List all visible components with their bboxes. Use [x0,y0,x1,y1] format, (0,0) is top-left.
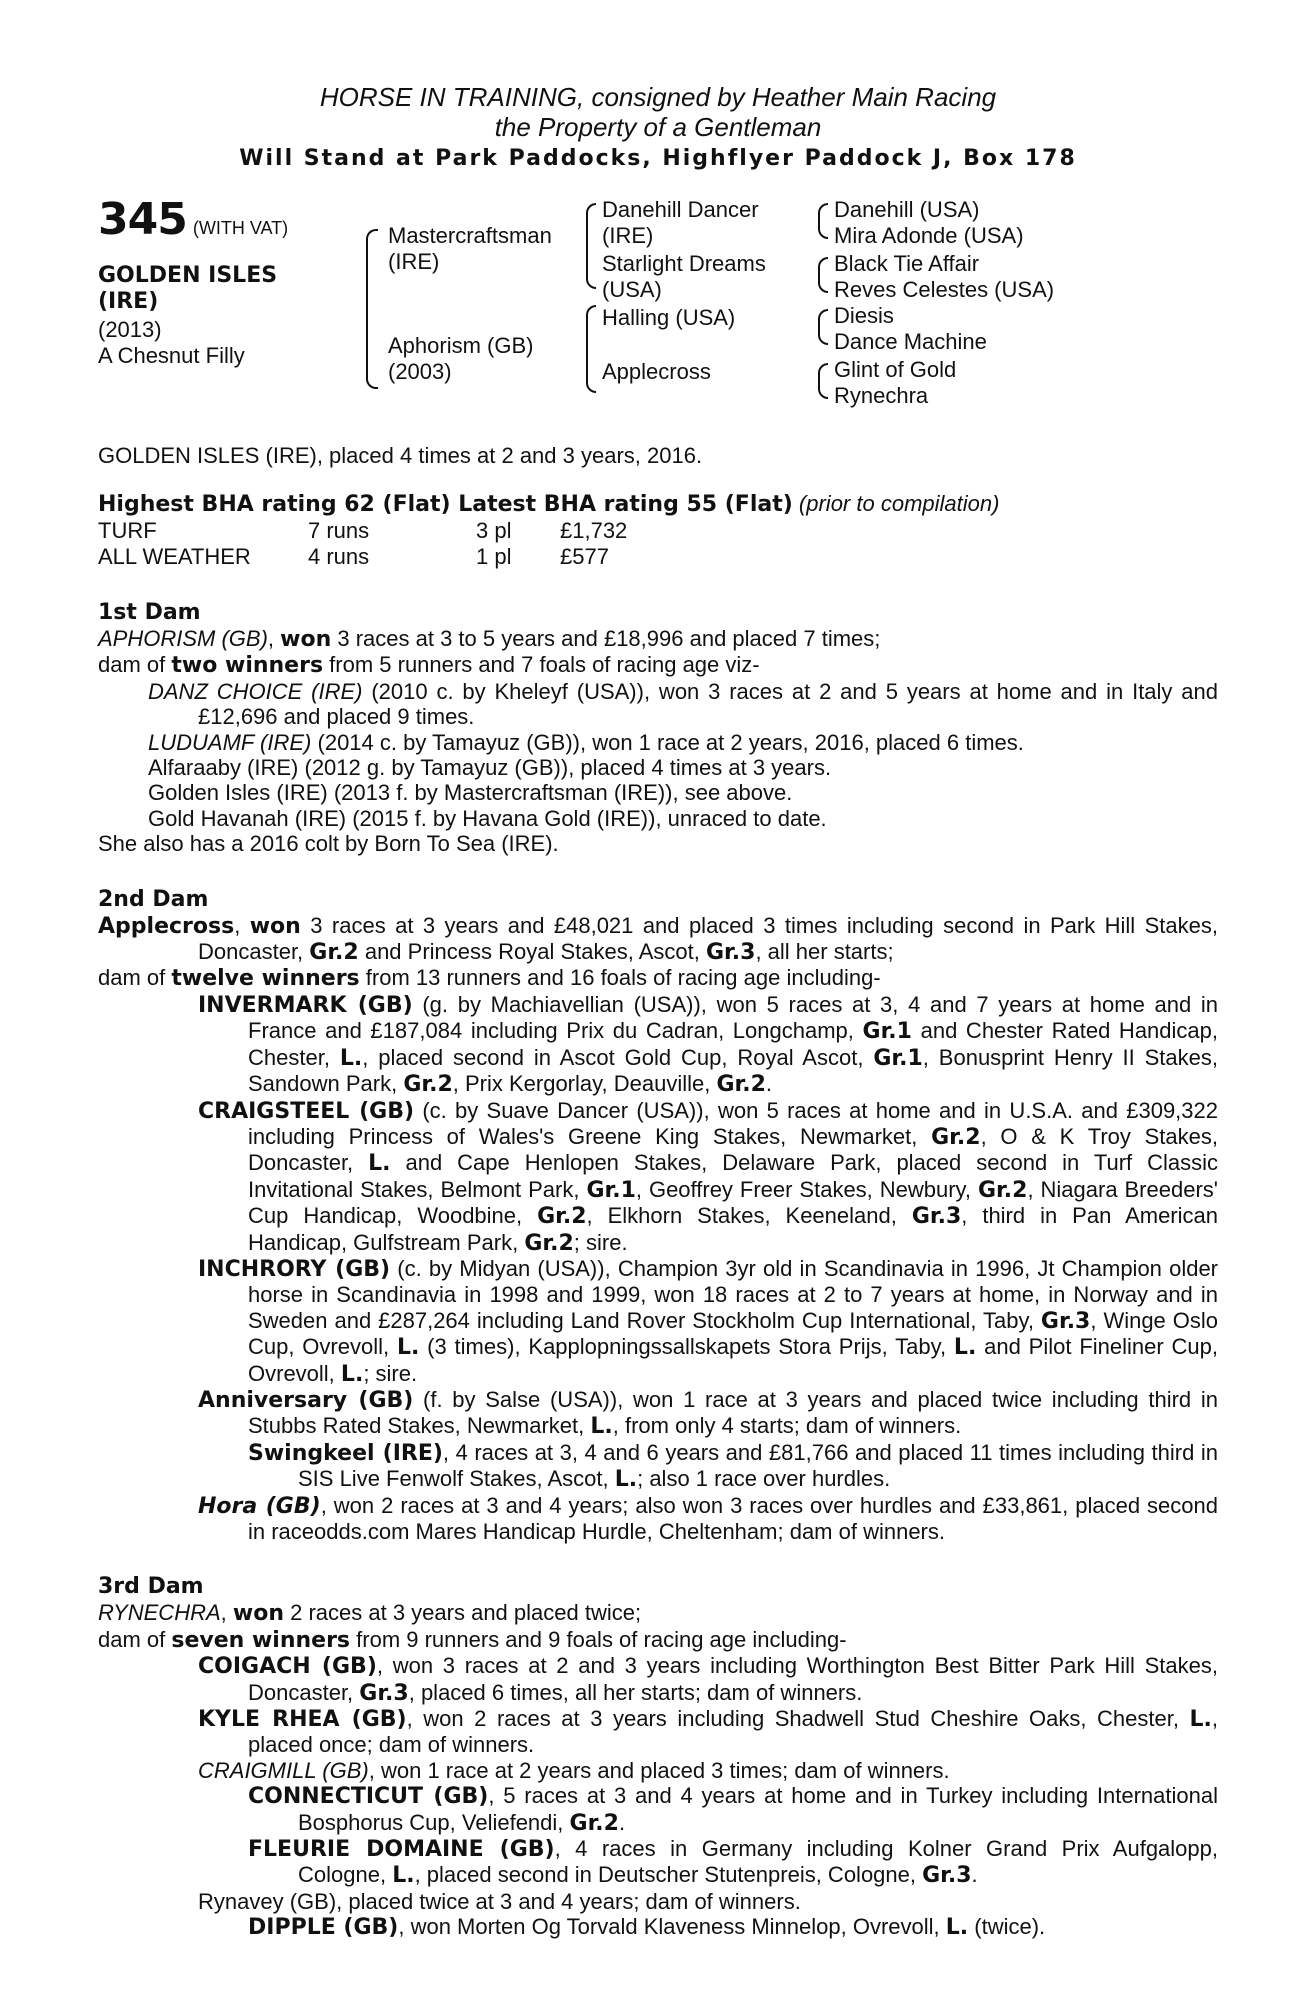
text: ; sire. [363,1360,418,1386]
sire-sire-name: Danehill Dancer [602,197,759,222]
offspring-entry: Golden Isles (IRE) (2013 f. by Mastercraftsman (IRE)), see above. [148,780,793,806]
offspring-swingkeel [98,1440,1218,1493]
race-record-table [98,518,627,570]
ssd: Mira Adonde (USA) [834,223,1024,248]
text: , won Morten Og Torvald Klaveness Minnelop, Ovrevoll, [398,1914,946,1940]
grade: Gr.2 [309,940,359,966]
rating-line [98,491,1218,518]
text: , O & K Troy Stakes, Doncaster, [248,1123,1218,1176]
dds: Glint of Gold [834,357,957,382]
second-dam-produce [98,965,1218,991]
text: (c. by Midyan (USA)), Champion 3yr old in Scandinavia in 1996, Jt Champion older horse in Scandinavia in 1998 and 1999, won 18 races at 2 to 7 years at home, in Norway and in Sweden and £287,264 including Land Rover Stockholm Cup International, Taby, [248,1255,1219,1333]
lot-number-row [98,194,289,245]
text: 3 races at 3 to 5 years and £18,996 and placed 7 times; [331,626,881,651]
offspring-coigach [98,1653,1218,1706]
offspring-name: CRAIGMILL (GB) [198,1757,369,1783]
text: , placed second in Ascot Gold Cup, Royal Ascot, [362,1044,874,1070]
offspring-invermark [98,992,1218,1098]
grade: Gr.2 [569,1810,619,1836]
grade: L. [396,1335,420,1361]
offspring-name: DANZ CHOICE (IRE) [148,678,363,704]
surface: ALL WEATHER [98,544,251,569]
grade: Gr.2 [524,1230,574,1256]
text: dam of [98,1626,172,1652]
text: from 9 runners and 9 foals of racing age including- [350,1626,847,1652]
grade: Gr.2 [537,1204,587,1230]
pedigree-brace-sire [586,203,596,289]
text: , won 1 race at 2 years and placed 3 times; dam of winners. [368,1757,950,1783]
offspring-name: INVERMARK (GB) [198,992,413,1018]
sire-sire-country: (IRE) [602,223,654,248]
text: , third in Pan American Handicap, Gulfstream Park, [248,1203,1218,1255]
grade: L. [1189,1707,1212,1733]
ddd: Rynechra [834,383,929,408]
third-dam-section [98,1600,1218,1940]
text: and Pilot Fineliner Cup, Ovrevoll, [248,1334,1218,1386]
first-dam-section [98,626,1218,857]
text: (c. by Suave Dancer (USA)), won 5 races at home and in U.S.A. and £309,322 including Princess of Wales's Greene King Stakes, Newmarket, [248,1097,1218,1149]
text: dam of [98,652,172,678]
grade: Gr.2 [403,1072,453,1098]
text: , placed 6 times, all her starts; dam of winners. [408,1679,863,1705]
offspring-name: Swingkeel (IRE) [248,1440,443,1466]
text: , Elkhorn Stakes, Keeneland, [586,1203,912,1229]
text: , Bonusprint Henry II Stakes, Sandown Park, [248,1044,1218,1097]
dss: Diesis [834,303,894,328]
grade: L. [368,1151,391,1177]
grade: Gr.1 [586,1177,636,1203]
text: from 13 runners and 16 foals of racing age including- [359,965,881,991]
grade: Gr.1 [862,1019,912,1045]
grade: L. [392,1863,415,1889]
offspring-name: DIPPLE (GB) [248,1915,399,1941]
pedigree-brace-3d [818,363,828,399]
dam [388,333,533,385]
grade: Gr.1 [873,1045,923,1071]
vat-note: (WITH VAT) [192,218,289,238]
text: , won 2 races at 3 and 4 years; also won 3 races over hurdles and £33,861, placed second in raceodds.com Mares Handicap Hurdle, Cheltenham; dam of winners. [248,1492,1218,1544]
text: ; also 1 race over hurdles. [637,1466,891,1492]
text: ; sire. [573,1229,628,1255]
won-word: won [249,913,301,939]
horse-name-line1: GOLDEN ISLES [98,263,278,288]
text: , placed second in Deutscher Stutenpreis, Cologne, [414,1862,923,1888]
offspring-hora [98,1493,1218,1545]
lot-number: 345 [98,194,187,245]
prize: £577 [560,544,609,569]
won-word: won [280,627,332,652]
sire [388,223,552,275]
offspring-entry [98,679,1218,730]
grade: Gr.3 [1040,1308,1091,1334]
catalogue-page [98,82,1218,1941]
property-line: the Property of a Gentleman [494,112,822,142]
offspring-name: CRAIGSTEEL (GB) [198,1098,415,1124]
third-dam-title: 3rd Dam [98,1574,204,1600]
text: . [765,1071,773,1097]
text: (g. by Machiavellian (USA)), won 5 races at 3, 4 and 7 years at home and in France and £187,084 including Prix du Cadran, Longchamp, [248,991,1218,1044]
rating-note: (prior to compilation) [798,491,1000,516]
offspring-entry: Gold Havanah (IRE) (2015 f. by Havana Gold (IRE)), unraced to date. [148,805,827,831]
grade: Gr.3 [359,1680,409,1706]
offspring-rynavey: Rynavey (GB), placed twice at 3 and 4 years; dam of winners. [198,1888,801,1914]
offspring-entry [98,730,1218,755]
text: , won 2 races at 3 years including Shadwell Stud Cheshire Oaks, Chester, [406,1706,1190,1732]
text: (2010 c. by Kheleyf (USA)), won 3 races at 2 and 5 years at home and in Italy and £12,696 and placed 9 times. [198,678,1218,730]
text: , from only 4 starts; dam of winners. [612,1413,962,1439]
first-dam-record: APHORISM (GB), won 3 races at 3 to 5 years and £18,996 and placed 7 times; [98,626,881,652]
placed-summary: GOLDEN ISLES (IRE), placed 4 times at 2 and 3 years, 2016. [98,443,703,468]
text: , all her starts; [755,939,894,965]
text: , Winge Oslo Cup, Ovrevoll, [248,1307,1218,1360]
stable-location: Will Stand at Park Paddocks, Highflyer Paddock J, Box 178 [239,146,1077,171]
sire-dam-name: Starlight Dreams [602,251,766,276]
dam-year: (2003) [388,359,452,384]
offspring-name: INCHRORY (GB) [198,1256,391,1282]
grade: Gr.3 [922,1863,972,1889]
offspring-fleurie-domaine [98,1836,1218,1889]
text: , Prix Kergorlay, Deauville, [452,1071,717,1097]
text: , Geoffrey Freer Stakes, Newbury, [635,1176,978,1202]
winners-count: two winners [171,653,324,679]
horse-name [98,263,338,315]
text: , won 3 races at 2 and 3 years including Worthington Best Bitter Park Hill Stakes, Doncaster, [248,1653,1218,1705]
winners-count: twelve winners [171,966,360,992]
pedigree-brace-3a [818,203,828,239]
text: and Cape Henlopen Stakes, Delaware Park, placed second in Turf Classic Invitational Stakes, Belmont Park, [248,1150,1219,1202]
second-dam-name: Applecross [98,913,235,939]
dam-sire: Halling (USA) [602,305,736,330]
grade: L. [339,1045,363,1071]
offspring-name: COIGACH (GB) [198,1654,377,1680]
grade: L. [590,1414,613,1440]
grade: L. [945,1915,969,1941]
horse-name-line2: (IRE) [98,289,159,314]
text: (twice). [968,1914,1046,1940]
text: (3 times), Kapplopningssallskapets Stora Prijs, Taby, [419,1334,954,1360]
first-dam-produce [98,652,1218,678]
text: , placed once; dam of winners. [248,1706,1219,1758]
offspring-anniversary [98,1387,1218,1440]
text: , 4 races in Germany including Kolner Grand Prix Aufgalopp, Cologne, [298,1836,1218,1888]
first-dam-name: APHORISM (GB) [98,626,268,651]
text: (2014 c. by Tamayuz (GB)), won 1 race at 2 years, 2016, placed 6 times. [311,729,1024,755]
grade: Gr.3 [911,1204,962,1230]
dam-dam: Applecross [602,359,711,384]
sire-country: (IRE) [388,249,440,274]
offspring-craigsteel [98,1098,1218,1256]
third-dam-record: RYNECHRA, won 2 races at 3 years and placed twice; [98,1600,642,1627]
text: (f. by Salse (USA)), won 1 race at 3 years and placed twice including third in Stubbs Rated Stakes, Newmarket, [248,1386,1218,1439]
grade: Gr.3 [706,940,756,966]
text: , 4 races at 3, 4 and 6 years and £81,766 and placed 11 times including third in SIS Live Fenwolf Stakes, Ascot, [298,1439,1218,1492]
sss: Danehill (USA) [834,197,980,222]
race-record-row [98,518,627,544]
offspring-name: KYLE RHEA (GB) [198,1707,407,1733]
first-dam-also: She also has a 2016 colt by Born To Sea (IRE). [98,831,559,857]
prize: £1,732 [560,518,628,543]
third-dam-name: RYNECHRA [98,1600,221,1626]
text: . [618,1809,626,1835]
grade: L. [340,1361,364,1387]
offspring-craigmill [98,1758,1218,1783]
sds: Black Tie Affair [834,251,980,276]
text: and Chester Rated Handicap, Chester, [248,1018,1218,1070]
offspring-name: FLEURIE DOMAINE (GB) [248,1837,555,1863]
sire-dam [602,251,766,303]
offspring-connecticut [98,1783,1218,1836]
text: 2 races at 3 years and placed twice; [284,1600,642,1626]
horse-year: (2013) [98,317,162,342]
grade: Gr.2 [931,1124,981,1150]
consignor-line: HORSE IN TRAINING, consigned by Heather Main Racing [319,82,997,112]
dam-name: Aphorism (GB) [388,333,534,358]
grade: Gr.2 [716,1072,766,1098]
text: from 5 runners and 7 foals of racing age viz- [323,652,760,678]
grade: L. [614,1467,638,1493]
race-record-row [98,544,627,570]
offspring-entry: Alfaraaby (IRE) (2012 g. by Tamayuz (GB)), placed 4 times at 3 years. [148,755,832,781]
second-dam-section [98,913,1218,1545]
winners-count: seven winners [171,1627,351,1653]
sdd: Reves Celestes (USA) [834,277,1055,302]
runs: 7 runs [308,518,370,543]
placed: 3 pl [476,518,512,543]
offspring-name: LUDUAMF (IRE) [148,729,312,755]
pedigree-brace-3c [818,309,828,345]
text: 3 races at 3 years and £48,021 and placed 3 times including second in Park Hill Stakes, Doncaster, [198,912,1218,965]
sire-sire [602,197,759,249]
horse-description: A Chesnut Filly [98,343,245,368]
first-dam-title: 1st Dam [98,600,201,625]
offspring-name: Anniversary (GB) [198,1387,414,1413]
offspring-inchrory [98,1256,1218,1387]
pedigree-brace-dam [586,305,596,393]
offspring-kyle-rhea [98,1706,1218,1758]
text: and Princess Royal Stakes, Ascot, [358,939,706,965]
text: . [971,1862,978,1888]
placed: 1 pl [476,544,512,569]
surface: TURF [98,518,157,543]
grade: L. [953,1335,977,1361]
pedigree-brace-3b [818,257,828,293]
sire-name: Mastercraftsman [388,223,552,248]
won-word: won [232,1601,284,1627]
offspring-name: CONNECTICUT (GB) [248,1784,489,1810]
pedigree-brace-main [366,229,378,389]
third-dam-produce [98,1627,1218,1653]
offspring-name: Hora (GB) [198,1493,321,1519]
dsd: Dance Machine [834,329,987,354]
text: , 5 races at 3 and 4 years at home and in Turkey including International Bosphorus Cup, Veliefendi, [298,1783,1218,1835]
rating-bold: Highest BHA rating 62 (Flat) Latest BHA rating 55 (Flat) [98,492,793,517]
runs: 4 runs [308,544,370,569]
second-dam-record: Applecross, won 3 races at 3 years and £48,021 and placed 3 times including second in Park Hill Stakes, Doncaster, Gr.2 and Princess Royal Stakes, Ascot, Gr.3, all her starts; [98,912,1218,966]
text: dam of [98,965,172,991]
sire-dam-country: (USA) [602,277,662,302]
text: , Niagara Breeders' Cup Handicap, Woodbine, [248,1176,1218,1229]
pedigree-block [98,193,1218,423]
offspring-dipple [98,1914,1218,1940]
grade: Gr.2 [978,1177,1028,1203]
second-dam-title: 2nd Dam [98,886,209,912]
